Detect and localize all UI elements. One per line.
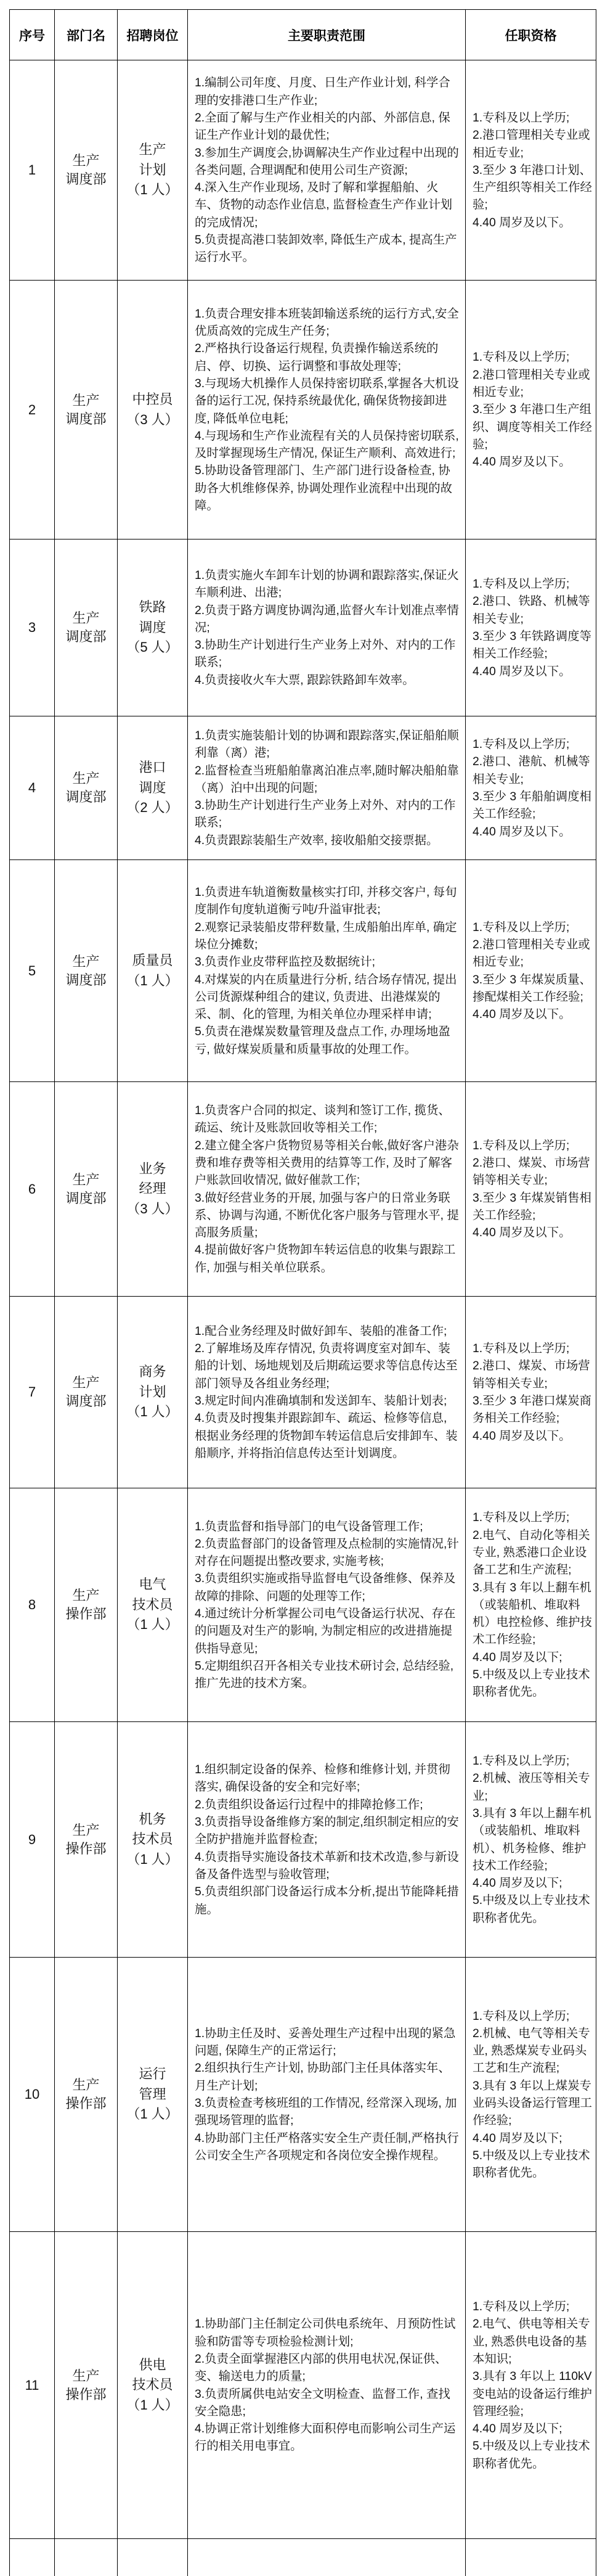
seq-number: 5 <box>28 962 36 978</box>
department-name-line: 生产 <box>72 1375 100 1390</box>
duty-item: 1.负责监督和指导部门的电气设备管理工作; <box>195 1519 423 1533</box>
cell-qualifications <box>466 60 596 280</box>
cell-seq <box>10 860 55 1081</box>
cell-department <box>55 281 118 539</box>
seq-number: 4 <box>28 780 36 795</box>
duty-item: 1.配合业务经理及时做好卸车、装船的准备工作; <box>195 1324 447 1338</box>
position-name-line: 经理 <box>139 1181 166 1197</box>
qualification-item: 2.港口、铁路、机械等相关专业; <box>473 594 590 626</box>
qualification-item: 3.具有 3 年以上翻车机（或装船机、堆取料机）电控检修、维护技术工作经验; <box>473 1580 592 1647</box>
position-name-line: （1 人） <box>126 1617 179 1633</box>
duty-item: 2.严格执行设备运行规程, 负责操作输送系统的启、停、切换、运行调整和事故处理等; <box>195 342 439 373</box>
department-name-line: 生产 <box>72 610 100 626</box>
duty-item: 5.定期组织召开各相关专业技术研讨会, 总结经验, 推广先进的技术方案。 <box>195 1659 454 1691</box>
table-row <box>10 281 596 539</box>
qualification-item: 4.40 周岁及以下。 <box>473 455 571 469</box>
duty-item: 5.负责提高港口装卸效率, 降低生产成本, 提高生产运行水平。 <box>195 233 457 265</box>
department-name-line: 调度部 <box>65 972 107 988</box>
cell-department <box>55 539 118 716</box>
department-name-line: 生产 <box>72 771 100 786</box>
duty-item: 3.负责指导设备维修方案的制定,组织制定相应的安全防护措施并监督检查; <box>195 1815 459 1847</box>
cell-qualifications <box>466 281 596 539</box>
position-name-line: （1 人） <box>126 1851 179 1867</box>
seq-number: 1 <box>28 162 36 178</box>
qualification-item: 4.40 周岁及以下。 <box>473 215 571 229</box>
duty-item: 2.负责于路方调度协调沟通,监督火车计划准点率情况; <box>195 603 459 634</box>
department-name-line: 操作部 <box>65 2096 107 2111</box>
qualification-item: 1.专科及以上学历; <box>473 110 570 125</box>
qualification-item: 3.至少 3 年港口煤炭商务相关工作经验; <box>473 1394 591 1425</box>
cell-department <box>55 1722 118 1957</box>
cell-qualifications <box>466 1958 596 2231</box>
seq-number: 11 <box>25 2377 39 2393</box>
duty-item: 1.负责客户合同的拟定、谈判和签订工作, 揽货、疏运、统计及账款回收等相关工作; <box>195 1104 450 1135</box>
seq-number: 7 <box>28 1384 36 1400</box>
cell-seq <box>10 1082 55 1296</box>
cell-qualifications <box>466 716 596 859</box>
duty-item: 1.负责实施装船计划的协调和跟踪落实,保证船舶顺利靠（离）港; <box>195 728 459 760</box>
qualification-item: 5.中级及以上专业技术职称者优先。 <box>473 2148 590 2180</box>
qualification-item: 1.专科及以上学历; <box>473 577 570 591</box>
cell-seq <box>10 1722 55 1957</box>
duty-item: 3.与现场大机操作人员保持密切联系,掌握各大机设备的运行工况, 保持系统最优化, 确保货物接卸进度, 降低单位电耗; <box>195 376 459 425</box>
position-name-line: 管理 <box>139 2086 166 2102</box>
department-name-line: 生产 <box>72 153 100 168</box>
cell-duties <box>188 1958 466 2231</box>
position-name-line: 业务 <box>139 1160 166 1176</box>
duty-item: 1.协助主任及时、妥善处理生产过程中出现的紧急问题, 保障生产的正常运行; <box>195 2026 456 2058</box>
cell-duties <box>188 1297 466 1488</box>
cell-qualifications <box>466 860 596 1081</box>
qualification-item: 2.电气、自动化等相关专业, 熟悉港口企业设备工艺和生产流程; <box>473 1528 590 1577</box>
duty-item: 3.做好经营业务的开展, 加强与客户的日常业务联系、协调与沟通, 不断优化客户服务与管理水平, 提高服务质量; <box>195 1191 459 1240</box>
qualification-item: 4.40 周岁及以下。 <box>473 664 571 678</box>
position-name-line: 供电 <box>139 2357 166 2373</box>
qualification-item: 4.40 周岁及以下。 <box>473 1226 571 1240</box>
cell-qualifications <box>466 539 596 716</box>
position-name-line: 技术员 <box>132 2377 173 2393</box>
duty-item: 4.通过统计分析掌握公司电气设备运行状况、存在的问题及对生产的影响, 为制定相应的改进措施提供指导意见; <box>195 1607 456 1655</box>
cell-position <box>118 860 188 1081</box>
cell-duties <box>188 716 466 859</box>
table-row <box>10 1297 596 1488</box>
department-name-line: 调度部 <box>65 629 107 644</box>
table-row <box>10 860 596 1082</box>
cell-seq-empty <box>10 2539 55 2576</box>
qualification-item: 3.至少 3 年铁路调度等相关工作经验; <box>473 630 591 661</box>
duty-item: 3.参加生产调度会,协调解决生产作业过程中出现的各类问题, 合理调配和使用公司生产资源; <box>195 146 459 177</box>
duty-item: 4.负责接收火车大票, 跟踪铁路卸车效率。 <box>195 673 415 687</box>
duty-item: 3.负责检查考核班组的工作情况, 经常深入现场, 加强现场管理的监督; <box>195 2096 457 2128</box>
cell-duties <box>188 60 466 280</box>
seq-number: 2 <box>28 401 36 417</box>
cell-duties <box>188 539 466 716</box>
qualification-item: 2.港口管理相关专业或相近专业; <box>473 367 590 400</box>
qualification-item: 1.专科及以上学历; <box>473 737 570 752</box>
cell-qualifications <box>466 1082 596 1296</box>
qualification-item: 1.专科及以上学历; <box>473 920 570 934</box>
qualification-item: 3.具有 3 年以上煤炭专业码头设备运行管理工作经验; <box>473 2078 592 2128</box>
qualification-item: 5.中级及以上专业技术职称者优先。 <box>473 1668 590 1699</box>
position-name-line: （3 人） <box>126 1200 179 1216</box>
qualification-item: 4.40 周岁及以下; <box>473 2422 562 2436</box>
duty-item: 5.协助设备管理部门、生产部门进行设备检查, 协助各大机维修保养, 协调处理作业流程中出现的故障。 <box>195 464 452 512</box>
duty-item: 4.协调正常计划维修大面积停电而影响公司生产运行的相关用电事宜。 <box>195 2422 456 2453</box>
table-body <box>10 60 596 2539</box>
position-name-line: 运行 <box>139 2066 166 2082</box>
cell-duties <box>188 860 466 1081</box>
qualification-item: 3.具有 3 年以上翻车机（或装船机、堆取料机）、机务检修、维护技术工作经验; <box>473 1806 591 1873</box>
cell-duties <box>188 1082 466 1296</box>
cell-seq <box>10 1488 55 1721</box>
position-name-line: 计划 <box>139 162 166 178</box>
qualification-item: 1.专科及以上学历; <box>473 1342 570 1356</box>
duty-item: 4.负责跟踪装船生产效率, 接收船舶交接票据。 <box>195 833 439 847</box>
department-name-line: 生产 <box>72 2368 100 2384</box>
duty-item: 2.观察记录装船皮带秤数量, 生成船舶出库单, 确定垛位分摊数; <box>195 920 457 951</box>
position-name-line: 机务 <box>139 1811 166 1827</box>
department-name-line: 调度部 <box>65 171 107 187</box>
cell-seq <box>10 60 55 280</box>
cell-duties <box>188 2232 466 2538</box>
qualification-item: 4.40 周岁及以下。 <box>473 1007 571 1022</box>
qualification-item: 1.专科及以上学历; <box>473 2009 570 2023</box>
department-name-line: 生产 <box>72 1822 100 1838</box>
cell-seq <box>10 539 55 716</box>
qualification-item: 3.具有 3 年以上 110kV 变电站的设备运行维护管理经验; <box>473 2369 592 2418</box>
cell-position <box>118 1722 188 1957</box>
cell-seq <box>10 2232 55 2538</box>
duty-item: 5.负责在港煤炭数量管理及盘点工作, 办理场地盈亏, 做好煤炭质量和质量事故的处理工作。 <box>195 1025 450 1056</box>
duty-item: 2.全面了解与生产作业相关的内部、外部信息, 保证生产作业计划的最优性; <box>195 110 450 142</box>
department-name-line: 调度部 <box>65 411 107 427</box>
cell-duties <box>188 281 466 539</box>
cell-position <box>118 2232 188 2538</box>
qualification-item: 3.至少 3 年港口生产组织、调度等相关工作经验; <box>473 403 592 451</box>
position-name-line: 商务 <box>139 1364 166 1380</box>
duty-item: 3.负责所属供电站安全文明检查、监督工作, 查找安全隐患; <box>195 2387 450 2418</box>
qualification-item: 4.40 周岁及以下; <box>473 1876 562 1890</box>
duty-item: 1.负责合理安排本班装卸输送系统的运行方式,安全优质高效的完成生产任务; <box>195 306 459 338</box>
qualification-item: 4.40 周岁及以下。 <box>473 1429 571 1443</box>
department-name-line: 操作部 <box>65 1606 107 1622</box>
duty-item: 4.提前做好客户货物卸车转运信息的收集与跟踪工作, 加强与相关单位联系。 <box>195 1243 456 1274</box>
cell-duties <box>188 1722 466 1957</box>
qualification-item: 1.专科及以上学历; <box>473 2300 570 2314</box>
header-seq-label: 序号 <box>19 28 45 43</box>
duty-item: 4.负责及时搜集并跟踪卸车、疏运、检修等信息, 根据业务经理的货物卸车转运信息后安排卸车、装船顺序, 并将指泊信息传达至计划调度。 <box>195 1411 458 1460</box>
cell-department <box>55 716 118 859</box>
duty-item: 1.负责进车轨道衡数量核实打印, 并移交客户, 每旬度制作旬度轨道衡亏吨/升溢审批表; <box>195 885 457 917</box>
position-name-line: 技术员 <box>132 1831 173 1847</box>
duty-item: 1.负责实施火车卸车计划的协调和跟踪落实,保证火车顺利进、出港; <box>195 568 459 600</box>
table-row <box>10 1488 596 1722</box>
position-name-line: （2 人） <box>126 800 179 816</box>
department-name-line: 调度部 <box>65 789 107 805</box>
qualification-item: 5.中级及以上专业技术职称者优先。 <box>473 1893 590 1925</box>
table-row <box>10 2232 596 2539</box>
duty-item: 4.对煤炭的内在质量进行分析, 结合场存情况, 提出公司货源煤种组合的建议, 负责进、出港煤炭的采、制、化的管理, 为相关单位办理采样申请; <box>195 972 457 1022</box>
position-name-line: （1 人） <box>126 1404 179 1420</box>
cell-seq <box>10 716 55 859</box>
qualification-item: 3.至少 3 年煤炭质量、掺配煤相关工作经验; <box>473 972 591 1004</box>
department-name-line: 调度部 <box>65 1393 107 1409</box>
header-department-label: 部门名 <box>67 28 105 43</box>
qualification-item: 2.港口、港航、机械等相关专业; <box>473 755 590 786</box>
department-name-line: 操作部 <box>65 2386 107 2402</box>
qualification-item: 1.专科及以上学历; <box>473 1754 570 1768</box>
position-name-line: 质量员 <box>132 953 173 968</box>
department-name-line: 生产 <box>72 2077 100 2093</box>
cell-position <box>118 1297 188 1488</box>
cell-position <box>118 1488 188 1721</box>
position-name-line: 调度 <box>139 619 166 635</box>
department-name-line: 调度部 <box>65 1190 107 1206</box>
duty-item: 2.负责全面掌握港区内部的供用电状况,保证供、变、输送电力的质量; <box>195 2352 447 2384</box>
cell-position <box>118 716 188 859</box>
header-position-label: 招聘岗位 <box>126 28 179 43</box>
duty-item: 2.组织执行生产计划, 协助部门主任具体落实年、月生产计划; <box>195 2061 450 2093</box>
qualification-item: 2.港口、煤炭、市场营销等相关专业; <box>473 1359 590 1390</box>
table-row <box>10 539 596 716</box>
header-qualifications-label: 任职资格 <box>505 28 557 43</box>
cell-seq <box>10 281 55 539</box>
position-name-line: 港口 <box>139 760 166 776</box>
table-row <box>10 1722 596 1958</box>
duty-item: 3.协助生产计划进行生产业务上对外、对内的工作联系; <box>195 798 456 830</box>
duty-item: 1.协助部门主任制定公司供电系统年、月预防性试验和防雷等专项检验检测计划; <box>195 2317 456 2348</box>
qualification-item: 2.港口管理相关专业或相近专业; <box>473 128 590 160</box>
cell-position <box>118 60 188 280</box>
header-position <box>118 10 188 60</box>
duty-item: 1.编制公司年度、月度、日生产作业计划, 科学合理的安排港口生产作业; <box>195 76 450 107</box>
position-name-line: （1 人） <box>126 972 179 988</box>
header-qualifications <box>466 10 596 60</box>
qualification-item: 2.机械、液压等相关专业; <box>473 1771 590 1803</box>
cell-department <box>55 60 118 280</box>
position-name-line: （5 人） <box>126 639 179 655</box>
qualification-item: 2.机械、电气等相关专业, 熟悉煤炭专业码头工艺和生产流程; <box>473 2026 590 2075</box>
cell-department <box>55 1297 118 1488</box>
duty-item: 4.负责指导实施设备技术革新和技术改造,参与新设备及备件选型与验收管理; <box>195 1850 459 1881</box>
duty-item: 5.负责组织部门设备运行成本分析,提出节能降耗措施。 <box>195 1885 459 1916</box>
qualification-item: 2.港口管理相关专业或相近专业; <box>473 937 590 969</box>
cell-department <box>55 1958 118 2231</box>
duty-item: 2.监督检查当班船舶靠离泊准点率,随时解决船舶靠（离）泊中出现的问题; <box>195 763 459 795</box>
seq-number: 6 <box>28 1181 36 1197</box>
cell-position-empty <box>118 2539 188 2576</box>
table-header-row <box>10 10 596 60</box>
cell-position <box>118 281 188 539</box>
recruitment-table <box>9 9 596 2576</box>
position-name-line: （1 人） <box>126 2106 179 2122</box>
qualification-item: 3.至少 3 年船舶调度相关工作经验; <box>473 790 591 821</box>
duty-item: 3.规定时间内准确填制和发送卸车、装船计划表; <box>195 1394 447 1408</box>
position-name-line: 电气 <box>139 1577 166 1593</box>
cell-department <box>55 1488 118 1721</box>
header-seq <box>10 10 55 60</box>
duty-item: 4.与现场和生产作业流程有关的人员保持密切联系, 及时掌握现场生产情况, 保证生产顺利、高效进行; <box>195 429 459 461</box>
table-row <box>10 1082 596 1297</box>
cell-department <box>55 1082 118 1296</box>
header-duties-label: 主要职责范围 <box>288 28 365 43</box>
cell-qualifications <box>466 1297 596 1488</box>
duty-item: 2.负责组织设备运行过程中的排障抢修工作; <box>195 1797 423 1811</box>
cell-position <box>118 1958 188 2231</box>
cell-seq <box>10 1958 55 2231</box>
qualification-item: 3.至少 3 年港口计划、生产组织等相关工作经验; <box>473 163 592 212</box>
duty-item: 4.深入生产作业现场, 及时了解和掌握船舶、火车、货物的动态作业信息, 监督检查生产作业计划的完成情况; <box>195 181 452 229</box>
cell-department-empty <box>55 2539 118 2576</box>
table-row <box>10 1958 596 2232</box>
cell-department <box>55 860 118 1081</box>
department-name-line: 生产 <box>72 1171 100 1188</box>
cell-qualifications <box>466 1722 596 1957</box>
seq-number: 10 <box>24 2086 40 2102</box>
qualification-item: 1.专科及以上学历; <box>473 350 570 364</box>
cell-duties-empty <box>188 2539 466 2576</box>
header-department <box>55 10 118 60</box>
position-name-line: （1 人） <box>126 182 179 198</box>
cell-qualifications <box>466 2232 596 2538</box>
department-name-line: 生产 <box>72 1588 100 1603</box>
table-row <box>10 60 596 281</box>
seq-number: 8 <box>28 1597 36 1612</box>
position-name-line: 生产 <box>139 142 166 158</box>
position-name-line: 技术员 <box>132 1596 173 1612</box>
qualification-item: 3.至少 3 年煤炭销售相关工作经验; <box>473 1191 591 1222</box>
department-name-line: 操作部 <box>65 1840 107 1856</box>
duty-item: 3.负责作业皮带秤监控及数据统计; <box>195 955 376 969</box>
cell-qualifications <box>466 1488 596 1721</box>
duty-item: 2.了解堆场及库存情况, 负责将调度室对卸车、装船的计划、场地规划及后期疏运要求等信息传达至部门领导及各组业务经理; <box>195 1342 458 1390</box>
qualification-item: 2.港口、煤炭、市场营销等相关专业; <box>473 1155 590 1188</box>
qualification-item: 2.电气、供电等相关专业, 熟悉供电设备的基本知识; <box>473 2317 590 2366</box>
position-name-line: 铁路 <box>139 599 166 615</box>
qualification-item: 4.40 周岁及以下; <box>473 1650 562 1664</box>
qualification-item: 1.专科及以上学历; <box>473 1138 570 1152</box>
cell-position <box>118 539 188 716</box>
qualification-item: 1.专科及以上学历; <box>473 1511 570 1525</box>
seq-number: 9 <box>28 1831 36 1847</box>
cell-seq <box>10 1297 55 1488</box>
qualification-item: 4.40 周岁及以下。 <box>473 824 571 839</box>
department-name-line: 生产 <box>72 392 100 408</box>
qualification-item: 4.40 周岁及以下; <box>473 2131 562 2145</box>
seq-number: 3 <box>28 620 36 635</box>
duty-item: 2.建立健全客户货物贸易等相关台帐,做好客户港杂费和堆存费等相关费用的结算等工作, 及时了解客户账款回收情况, 做好催款工作; <box>195 1138 459 1188</box>
table-row <box>10 716 596 860</box>
cell-department <box>55 2232 118 2538</box>
position-name-line: 调度 <box>139 779 166 795</box>
cell-position <box>118 1082 188 1296</box>
position-name-line: 计划 <box>139 1384 166 1400</box>
qualification-item: 5.中级及以上专业技术职称者优先。 <box>473 2439 590 2471</box>
duty-item: 1.组织制定设备的保养、检修和维修计划, 并贯彻落实, 确保设备的安全和完好率; <box>195 1763 450 1794</box>
cell-duties <box>188 1488 466 1721</box>
position-name-line: （3 人） <box>126 411 179 427</box>
duty-item: 3.负责组织实施或指导监督电气设备维修、保养及故障的排除、问题的处理等工作; <box>195 1572 456 1603</box>
duty-item: 2.负责监督部门的设备管理及点检制的实施情况,针对存在问题提出整改要求, 实施考核; <box>195 1536 459 1569</box>
position-name-line: （1 人） <box>126 2397 179 2413</box>
position-name-line: 中控员 <box>132 392 173 407</box>
cell-qualifications-empty <box>466 2539 596 2576</box>
table-row-partial <box>10 2539 596 2576</box>
duty-item: 4.协助部门主任严格落实安全生产责任制,严格执行公司安全生产各项规定和各岗位安全操作规程。 <box>195 2131 459 2162</box>
duty-item: 3.协助生产计划进行生产业务上对外、对内的工作联系; <box>195 638 456 670</box>
department-name-line: 生产 <box>72 953 100 969</box>
header-duties <box>188 10 466 60</box>
